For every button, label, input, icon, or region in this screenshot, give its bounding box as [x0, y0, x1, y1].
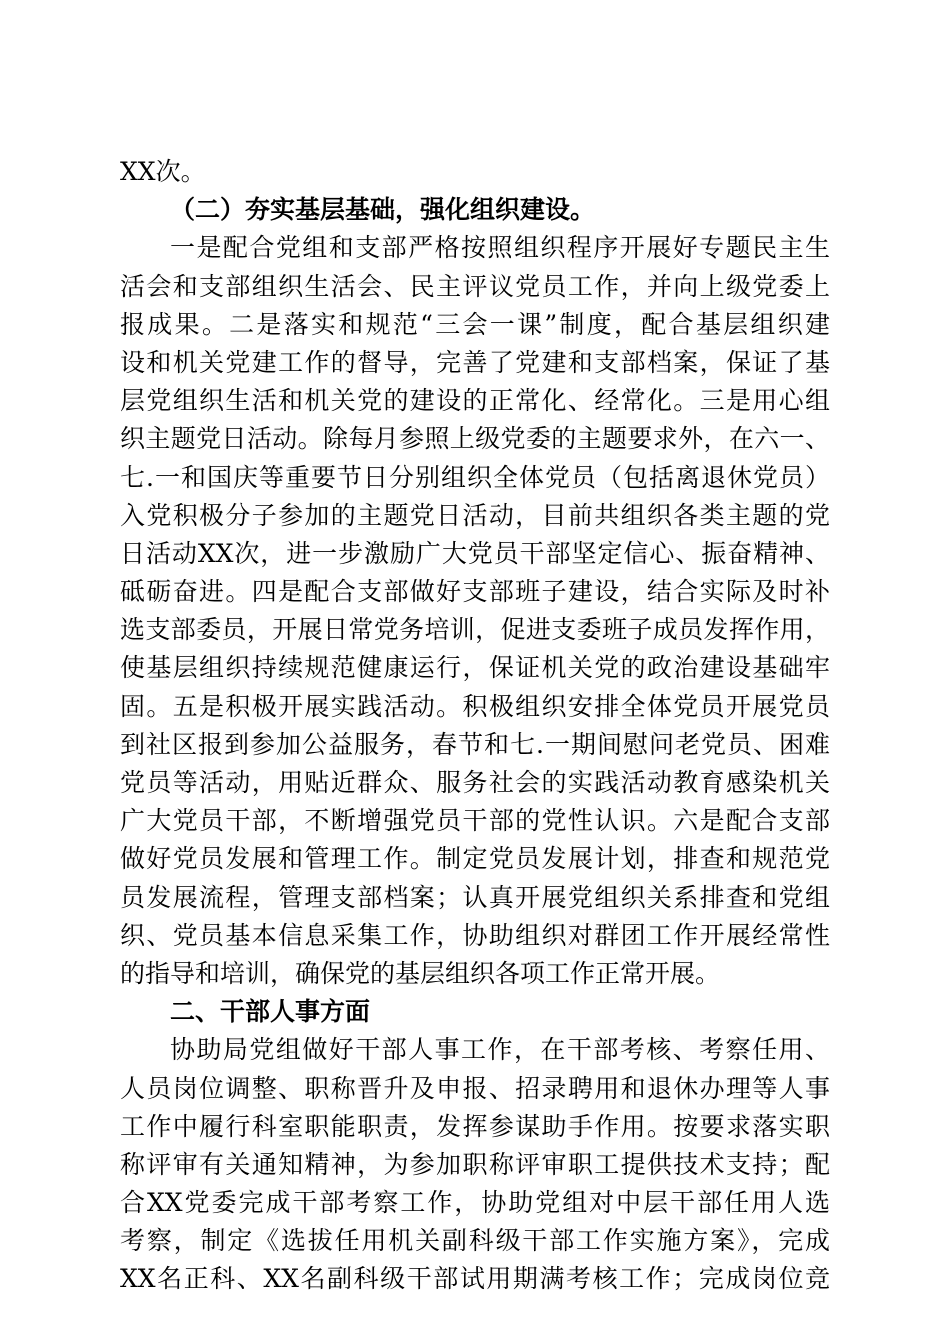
text-line: 织主题党日活动。除每月参照上级党委的主题要求外，在六一、: [120, 424, 830, 454]
text-line: XX次。: [120, 157, 206, 186]
text-line: 做好党员发展和管理工作。制定党员发展计划，排查和规范党: [120, 844, 830, 874]
text-line: 协助局党组做好干部人事工作，在干部考核、考察任用、: [170, 1035, 830, 1065]
text-line: 使基层组织持续规范健康运行，保证机关党的政治建设基础牢: [120, 653, 830, 683]
text-line: 党员等活动，用贴近群众、服务社会的实践活动教育感染机关: [120, 768, 830, 797]
text-line: 员发展流程，管理支部档案；认真开展党组织关系排查和党组: [120, 882, 830, 912]
text-line: 选支部委员，开展日常党务培训，促进支委班子成员发挥作用，: [120, 615, 830, 645]
text-line: 七.一和国庆等重要节日分别组织全体党员（包括离退休党员）: [120, 462, 830, 492]
text-line: 的指导和培训，确保党的基层组织各项工作正常开展。: [120, 958, 721, 988]
text-line: 织、党员基本信息采集工作，协助组织对群团工作开展经常性: [120, 920, 830, 950]
text-line: 合XX党委完成干部考察工作，协助党组对中层干部任用人选: [120, 1188, 830, 1218]
section-heading: 二、干部人事方面: [170, 997, 371, 1027]
text-line: 层党组织生活和机关党的建设的正常化、经常化。三是用心组: [120, 386, 830, 416]
text-line: 到社区报到参加公益服务，春节和七.一期间慰问老党员、困难: [120, 729, 830, 759]
text-line: 一是配合党组和支部严格按照组织程序开展好专题民主生: [170, 233, 830, 263]
text-line: 人员岗位调整、职称晋升及申报、招录聘用和退休办理等人事: [120, 1073, 830, 1103]
text-line: 工作中履行科室职能职责，发挥参谋助手作用。按要求落实职: [120, 1111, 830, 1141]
text-line: 报成果。二是落实和规范“三会一课”制度，配合基层组织建: [120, 309, 830, 339]
section-heading: （二）夯实基层基础，强化组织建设。: [170, 195, 596, 225]
document-page: [120, 153, 830, 1299]
text-line: 入党积极分子参加的主题党日活动，目前共组织各类主题的党: [120, 500, 830, 530]
text-line: 砥砺奋进。四是配合支部做好支部班子建设，结合实际及时补: [120, 577, 830, 607]
text-line: XX名正科、XX名副科级干部试用期满考核工作；完成岗位竞: [120, 1264, 830, 1294]
text-line: 称评审有关通知精神，为参加职称评审职工提供技术支持；配: [120, 1149, 830, 1179]
text-line: 固。五是积极开展实践活动。积极组织安排全体党员开展党员: [120, 691, 830, 721]
text-line: 考察，制定《选拔任用机关副科级干部工作实施方案》，完成: [120, 1226, 830, 1256]
text-line: 活会和支部组织生活会、民主评议党员工作，并向上级党委上: [120, 271, 830, 301]
text-line: 日活动XX次，进一步激励广大党员干部坚定信心、振奋精神、: [120, 538, 830, 568]
text-line: 设和机关党建工作的督导，完善了党建和支部档案，保证了基: [120, 347, 830, 377]
text-line: 广大党员干部，不断增强党员干部的党性认识。六是配合支部: [120, 806, 830, 836]
